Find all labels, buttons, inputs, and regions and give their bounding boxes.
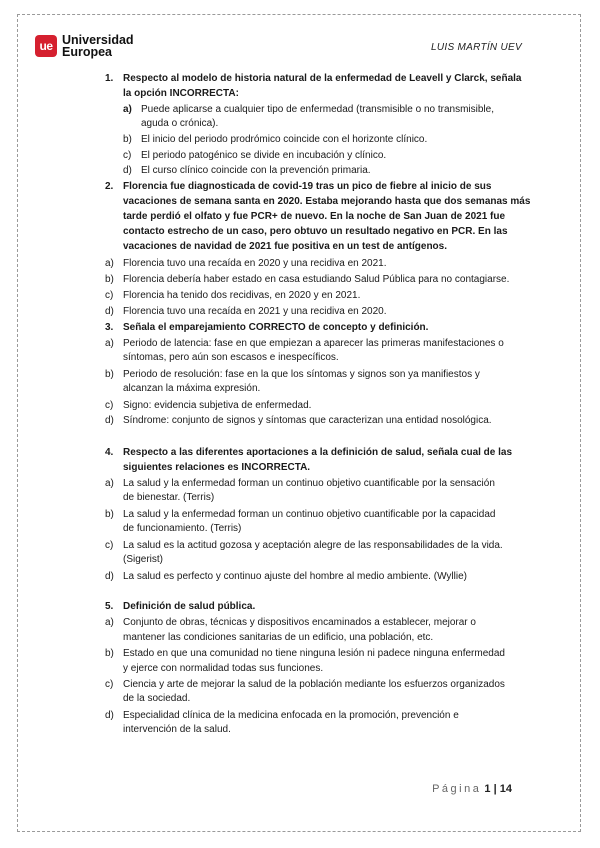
option-text: El periodo patogénico se divide en incubación y clínico. xyxy=(141,150,387,161)
option-letter: d) xyxy=(123,165,132,176)
question-number: 4. xyxy=(105,447,114,458)
option-letter: c) xyxy=(105,290,114,301)
question-stem-line: Definición de salud pública. xyxy=(123,601,256,612)
option-text: Signo: evidencia subjetiva de enfermedad. xyxy=(123,400,312,411)
option-text: La salud y la enfermedad forman un continuo objetivo cuantificable por la capacidad xyxy=(123,509,496,520)
option-letter: c) xyxy=(105,679,114,690)
question-stem-line: Respecto al modelo de historia natural de la enfermedad de Leavell y Clarck, señala xyxy=(123,73,522,84)
option-letter: b) xyxy=(105,509,114,520)
option-letter: d) xyxy=(105,571,114,582)
question-number: 1. xyxy=(105,73,114,84)
option-text: aguda o crónica). xyxy=(141,118,219,129)
option-text: El inicio del periodo prodrómico coincide con el horizonte clínico. xyxy=(141,134,428,145)
option-letter: a) xyxy=(105,617,114,628)
question-number: 3. xyxy=(105,322,114,333)
page-number: 1 xyxy=(484,783,491,795)
logo-text xyxy=(62,34,134,58)
option-text: síntomas, pero aún son escasos e inespecíficos. xyxy=(123,352,339,363)
option-letter: d) xyxy=(105,415,114,426)
option-text: La salud y la enfermedad forman un continuo objetivo cuantificable por la sensación xyxy=(123,478,495,489)
option-letter: b) xyxy=(105,648,114,659)
option-text: intervención de la salud. xyxy=(123,724,231,735)
author-header: LUIS MARTÍN UEV xyxy=(431,42,522,53)
option-text: Puede aplicarse a cualquier tipo de enfermedad (transmisible o no transmisible, xyxy=(141,104,494,115)
option-letter: d) xyxy=(105,710,114,721)
option-text: Especialidad clínica de la medicina enfocada en la promoción, prevención e xyxy=(123,710,459,721)
question-stem-line: la opción INCORRECTA: xyxy=(123,88,239,99)
option-text: mantener las condiciones sanitarias de un edificio, una población, etc. xyxy=(123,632,434,643)
question-stem-line: contacto estrecho de un caso, pero obtuvo un resultado negativo en PCR. En las xyxy=(123,226,508,237)
option-text: de funcionamiento. (Terris) xyxy=(123,523,242,534)
option-text: Periodo de latencia: fase en que empiezan a aparecer las primeras manifestaciones o xyxy=(123,338,504,349)
option-text: Florencia debería haber estado en casa estudiando Salud Pública para no contagiarse. xyxy=(123,274,510,285)
question-number: 5. xyxy=(105,601,114,612)
option-letter: a) xyxy=(105,478,114,489)
option-text: La salud es perfecto y continuo ajuste del hombre al medio ambiente. (Wyllie) xyxy=(123,571,467,582)
total-pages: 14 xyxy=(499,783,512,795)
option-text: y ejerce con normalidad todas sus funciones. xyxy=(123,663,324,674)
question-stem-line: tarde perdió el olfato y fue PCR+ de nuevo. En la noche de San Juan de 2021 fue xyxy=(123,211,506,222)
option-text: Síndrome: conjunto de signos y síntomas que caracterizan una entidad nosológica. xyxy=(123,415,492,426)
option-letter: d) xyxy=(105,306,114,317)
option-letter: a) xyxy=(105,258,114,269)
question-stem-line: Florencia fue diagnosticada de covid-19 tras un pico de fiebre al inicio de sus xyxy=(123,181,492,192)
question-number: 2. xyxy=(105,181,114,192)
question-stem-line: Respecto a las diferentes aportaciones a la definición de salud, señala cual de las xyxy=(123,447,513,458)
logo-line-1: Universidad xyxy=(62,33,134,47)
option-text: Periodo de resolución: fase en la que los síntomas y signos son ya manifiestos y xyxy=(123,369,480,380)
option-text: de la sociedad. xyxy=(123,693,191,704)
option-letter: a) xyxy=(123,104,132,115)
option-text: La salud es la actitud gozosa y aceptación alegre de las responsabilidades de la vida. xyxy=(123,540,503,551)
option-text: Conjunto de obras, técnicas y dispositivos encaminados a establecer, mejorar o xyxy=(123,617,476,628)
option-text: Florencia tuvo una recaída en 2020 y una recidiva en 2021. xyxy=(123,258,387,269)
page-footer xyxy=(432,783,512,795)
option-text: Ciencia y arte de mejorar la salud de la población mediante los esfuerzos organizados xyxy=(123,679,505,690)
question-stem-line: vacaciones de navidad de 2021 fue positiva en un test de antígenos. xyxy=(123,241,447,252)
option-text: Florencia tuvo una recaída en 2021 y una recidiva en 2020. xyxy=(123,306,387,317)
question-stem-line: vacaciones de semana santa en 2020. Estaba mejorando hasta que dos semanas más xyxy=(123,196,531,207)
option-letter: b) xyxy=(105,274,114,285)
logo-line-2: Europea xyxy=(62,45,113,59)
option-text: alcanzan la máxima expresión. xyxy=(123,383,261,394)
question-stem-line: siguientes relaciones es INCORRECTA. xyxy=(123,462,311,473)
option-letter: a) xyxy=(105,338,114,349)
option-text: (Sigerist) xyxy=(123,554,164,565)
option-letter: c) xyxy=(105,400,114,411)
option-letter: b) xyxy=(123,134,132,145)
university-logo xyxy=(35,34,134,58)
option-text: Florencia ha tenido dos recidivas, en 2020 y en 2021. xyxy=(123,290,361,301)
option-text: Estado en que una comunidad no tiene ninguna lesión ni padece ninguna enfermedad xyxy=(123,648,505,659)
option-letter: c) xyxy=(105,540,114,551)
option-text: El curso clínico coincide con la prevención primaria. xyxy=(141,165,371,176)
page-label: Página xyxy=(432,783,482,795)
option-text: de bienestar. (Terris) xyxy=(123,492,215,503)
option-letter: c) xyxy=(123,150,132,161)
option-letter: b) xyxy=(105,369,114,380)
ue-logo-icon: ue xyxy=(35,35,57,57)
question-stem-line: Señala el emparejamiento CORRECTO de concepto y definición. xyxy=(123,322,429,333)
page-separator: | xyxy=(493,783,497,795)
